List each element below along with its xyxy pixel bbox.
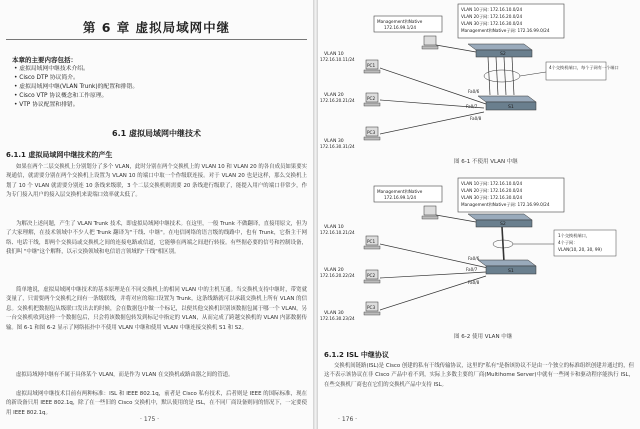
paragraph: 如果在两个二层交换机上分别划分了多个 VLAN，此时分别在两个交换机上的 VLAN 10 和 VLAN 20 的各自成员如果要实现通信，就需要分别在两个交换机上设置为 VLAN 10 的端口中取一个作级联连接。对于 VLAN 20 也是这样，那么交换机上划了 10 个 VLAN 就需要分别连 10 条线来级联，3 个二层交换机则需要 20 条线进行级联了，能提入用户的端口非常少，作为专门接入用户的接入层交换机来说端口效率就太低了。	[6, 164, 307, 199]
pc-name: PC2	[367, 96, 376, 101]
switch-s1-icon	[478, 260, 536, 274]
section-title: 6.1 虚拟局域网中继技术	[112, 129, 201, 138]
pc-icon	[422, 36, 438, 49]
pc-vlan: VLAN 20	[324, 268, 344, 273]
pc-ip: 172.16.30.23/24	[320, 316, 355, 321]
port-label: Fa0/6	[468, 256, 480, 261]
paragraph: 虚拟局域网中继技术目前有两种标准：ISL 和 IEEE 802.1q，前者是 Cisco 私有技术，后者则是 IEEE 的国际标准，现在的新设备只用 IEEE 802.1q，除了在一些旧的 Cisco 交换机中，默认使用的是 ISL，在不同厂商设备则同的情况下，一定要使用 IEEE 802.1q。	[6, 391, 307, 416]
pc-vlan: VLAN 10	[324, 225, 344, 230]
page-number: · 176 ·	[338, 416, 358, 423]
pc-ip: 172.16.10.11/24	[320, 57, 355, 62]
pc-name: PC3	[367, 305, 376, 310]
network-diagram	[318, 0, 640, 170]
subnet-line: Management和Native子网: 172.16.99.0/24	[461, 28, 550, 33]
pc-vlan: VLAN 30	[324, 139, 344, 144]
paragraph: 简单地说，虚拟局域网中继技术的基本原理是在不同交换机上的相同 VLAN 中的主机互通。当交换机支持中继时，带宽就变量了，只需要两个交换机之间有一条级联线，并将对应的端口设置为 Trunk，这条线路就可以承载交换机上所有 VLAN 的信息。交换机把数据包从级联口发出去的时候，会在数据包中做一个标记，以便其他交换机识别该数据包属于哪一个 VLAN，另一台交换机收到这样一个数据包后，只会将该数据包转发到标记中指定的 VLAN，从而完成了跨越交换机的 VLAN 内部数据传输。图 6-1 和图 6-2 显示了网络拓扑中不使用 VLAN 中继和使用 VLAN 中继连接交换机 S1 和 S2。	[6, 287, 307, 331]
bullet-item: • VTP 协议配置和排错。	[14, 101, 138, 110]
bullet-item: • Cisco DTP 协议简介。	[14, 74, 138, 83]
subnet-line: VLAN 20子网: 172.16.20.0/24	[461, 14, 523, 19]
bullet-item: • Cisco VTP 协议概念和工作原理。	[14, 92, 138, 101]
network-diagram	[318, 174, 640, 344]
switch-s1-label: S1	[508, 269, 514, 274]
pc-name: PC2	[367, 273, 376, 278]
port-label: Fa0/8	[470, 116, 482, 121]
figure-caption: 图 6-1 不使用 VLAN 中继	[454, 159, 518, 165]
chapter-title: 第 6 章 虚拟局域网中继	[82, 20, 231, 35]
switch-s2-label: S2	[500, 52, 506, 57]
management-ip: 172.16.99.1/24	[384, 195, 417, 200]
paragraph: 虚拟局域网中继有不属于具体某个 VLAN，而是作为 VLAN 在交换机或路由器之间的管道。	[16, 372, 234, 378]
management-ip: 172.16.99.1/24	[384, 25, 417, 30]
subsection-title: 6.1.2 ISL 中继协议	[324, 351, 389, 359]
pc-icon	[422, 206, 438, 219]
callout-text: 1个交换机端口，	[558, 233, 590, 238]
callout-line	[520, 72, 546, 76]
callout-text: 4个交换机端口，每个子网有一个端口	[549, 65, 619, 70]
intro-heading: 本章的主要内容包括：	[12, 56, 77, 64]
chapter-bullets	[14, 65, 138, 110]
subnet-line: VLAN 30子网: 172.16.30.0/24	[461, 195, 523, 200]
subsection-title: 6.1.1 虚拟局域网中继技术的产生	[6, 151, 113, 159]
bullet-item: • 虚拟局域网中继(VLAN Trunk)的配置和排错。	[14, 83, 138, 92]
left-page	[0, 0, 314, 429]
port-label: Fa0/8	[468, 280, 480, 285]
pc-ip: 172.16.20.21/24	[320, 98, 355, 103]
pc-ip: 172.16.20.22/24	[320, 273, 355, 278]
figure-6-2	[318, 174, 640, 344]
management-label: Management和Native	[377, 19, 423, 24]
switch-s1-icon	[478, 96, 536, 110]
pc-name: PC1	[367, 63, 376, 68]
chapter-rule	[6, 39, 307, 40]
pc-ip: 172.16.30.31/24	[320, 144, 355, 149]
subnet-line: VLAN 10子网: 172.16.10.0/24	[461, 7, 523, 12]
subnet-line: Management和Native子网: 172.16.99.0/24	[461, 202, 550, 207]
port-label: Fa0/6	[468, 89, 480, 94]
link-lines	[380, 45, 514, 134]
pc-name: PC3	[367, 130, 376, 135]
pc-ip: 172.16.10.21/24	[320, 230, 355, 235]
paragraph: 为解决上述问题，产生了 VLAN Trunk 技术，即虚拟局域网中继技术。在这里，一般 Trunk 不做翻译，直接用原文，但为了大家理解，在技术领域中不少人把 Trunk 翻译为"干线、中继"。在电信网络的语言级的线路中，也有 Trunk，它指主干网络、电话干线，即两个交换局或交换机之间的连接电路或信道，它能够在两端之间进行转接。有些据必要的信号和控制设备，我们叫 "中继"这个解释，以示交换领域和电信语言领域的"干线"相区别。	[6, 221, 307, 256]
management-label: Management和Native	[377, 189, 423, 194]
pc-vlan: VLAN 30	[324, 311, 344, 316]
callout-text: 4个子网：	[558, 240, 578, 245]
subnet-line: VLAN 30子网: 172.16.30.0/24	[461, 21, 523, 26]
port-ellipse	[484, 70, 520, 82]
switch-s2-label: S2	[500, 222, 506, 227]
pc-vlan: VLAN 10	[324, 52, 344, 57]
subnet-line: VLAN 10子网: 172.16.10.0/24	[461, 181, 523, 186]
subnet-line: VLAN 20子网: 172.16.20.0/24	[461, 188, 523, 193]
port-label: Fa0/7	[466, 104, 478, 109]
switch-s1-label: S1	[508, 105, 514, 110]
bullet-item: • 虚拟局域网中继技术介绍。	[14, 65, 138, 74]
figure-caption: 图 6-2 使用 VLAN 中继	[454, 334, 513, 340]
port-label: Fa0/7	[466, 267, 478, 272]
pc-vlan: VLAN 20	[324, 93, 344, 98]
paragraph: 交换机间链路(ISL)是 Cisco 创建的私有干线传输协议，这里的"私有"是指该协议不是由一个独立的标准组织创建并通过的，但这不表示该协议在非 Cisco 产品中看不到，实际上多数主要的厂商(Multihome Server)中就有一些网卡和驱动程序能执行 ISL，在些交换机厂商也在它们的交换机产品中支持 ISL。	[324, 363, 634, 388]
page-number: · 175 ·	[140, 416, 160, 423]
pc-name: PC1	[367, 239, 376, 244]
callout-text: VLAN(10, 20, 30, 99)	[558, 247, 602, 252]
figure-6-1	[318, 0, 640, 170]
right-page	[318, 0, 640, 429]
